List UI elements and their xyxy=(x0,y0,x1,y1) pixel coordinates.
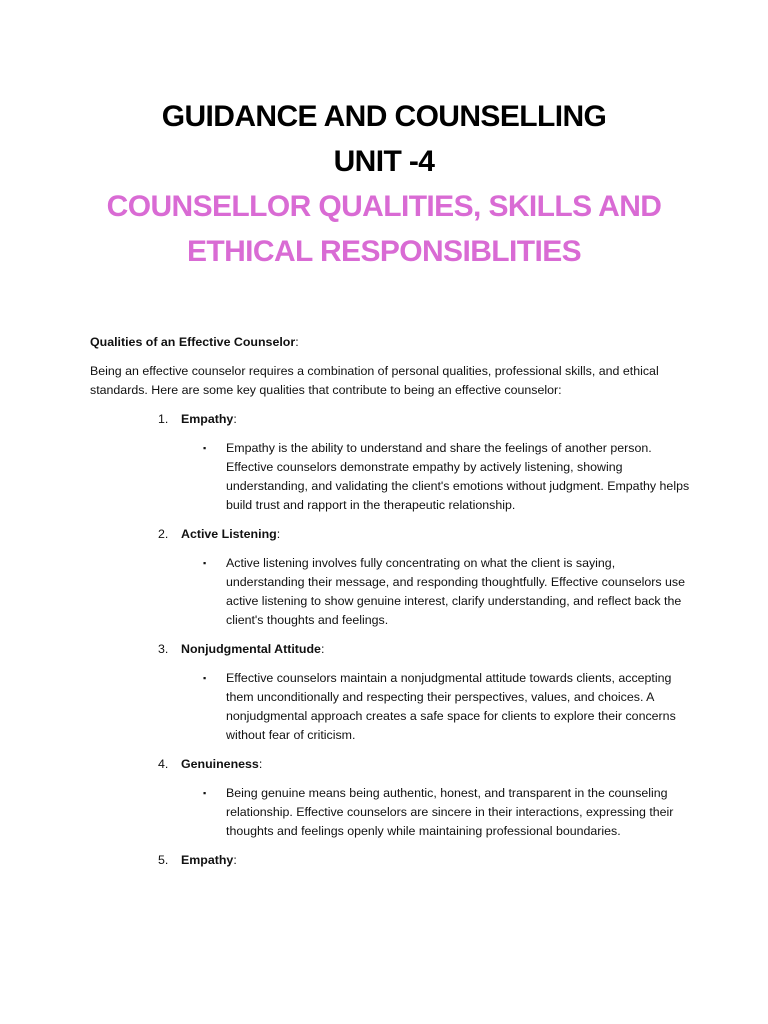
quality-description-text: Active listening involves fully concentrating on what the client is saying, understanding their message, and responding thoughtfully. Effective counselors use active listening to show genuine interest, clarify understanding, and reflect back the client's thoughts and feelings. xyxy=(226,556,685,627)
title-block xyxy=(0,94,768,274)
quality-suffix: : xyxy=(233,412,237,426)
quality-number: 5. xyxy=(158,853,169,867)
quality-name: Genuineness xyxy=(181,757,259,771)
quality-bullets xyxy=(90,554,690,630)
intro-paragraph: Being an effective counselor requires a combination of personal qualities, professional skills, and ethical standards. Here are some key qualities that contribute to being an effective counselor: xyxy=(90,364,659,397)
quality-name: Empathy xyxy=(181,412,234,426)
quality-number: 4. xyxy=(158,757,169,771)
quality-description xyxy=(90,669,690,745)
quality-item xyxy=(90,525,690,630)
section-heading-text: Qualities of an Effective Counselor xyxy=(90,335,296,349)
quality-number: 2. xyxy=(158,527,169,541)
quality-title xyxy=(90,851,690,870)
quality-title xyxy=(90,410,690,429)
square-bullet-icon: ▪ xyxy=(203,673,207,683)
quality-bullets xyxy=(90,784,690,841)
quality-suffix: : xyxy=(276,527,281,541)
square-bullet-icon: ▪ xyxy=(203,558,207,568)
quality-title xyxy=(90,755,690,774)
square-bullet-icon: ▪ xyxy=(203,788,207,798)
quality-description xyxy=(90,554,690,630)
quality-description-text: Empathy is the ability to understand and share the feelings of another person. Effective counselors demonstrate empathy by actively listening, showing understanding, and validating the client's emotions without judgment. Empathy helps build trust and rapport in the therapeutic relationship. xyxy=(226,441,690,512)
section-heading-suffix: : xyxy=(295,335,299,349)
quality-name: Nonjudgmental Attitude xyxy=(181,642,321,656)
quality-suffix: : xyxy=(258,757,263,771)
document-title: GUIDANCE AND COUNSELLING xyxy=(161,100,607,133)
quality-item xyxy=(90,640,690,745)
quality-number: 1. xyxy=(158,412,169,426)
quality-description xyxy=(90,439,690,515)
quality-item xyxy=(90,410,690,515)
quality-description xyxy=(90,784,690,841)
square-bullet-icon: ▪ xyxy=(203,443,207,453)
quality-description-text: Being genuine means being authentic, honest, and transparent in the counseling relationship. Effective counselors are sincere in their interactions, expressing their thoughts and feelings openly while maintaining professional boundaries. xyxy=(226,786,674,838)
unit-subtitle-line-2: ETHICAL RESPONSIBLITIES xyxy=(186,235,582,268)
quality-name: Active Listening xyxy=(181,527,277,541)
quality-suffix: : xyxy=(233,853,237,867)
quality-suffix: : xyxy=(320,642,325,656)
quality-number: 3. xyxy=(158,642,169,656)
quality-bullets xyxy=(90,669,690,745)
document-content xyxy=(90,333,690,880)
unit-title: UNIT -4 xyxy=(333,145,435,178)
qualities-list xyxy=(90,410,690,870)
quality-description-text: Effective counselors maintain a nonjudgmental attitude towards clients, accepting them unconditionally and respecting their perspectives, values, and choices. A nonjudgmental approach creates a safe space for clients to explore their concerns without fear of criticism. xyxy=(226,671,676,742)
quality-title xyxy=(90,525,690,544)
section-heading xyxy=(90,333,690,352)
quality-bullets xyxy=(90,439,690,515)
quality-title xyxy=(90,640,690,659)
quality-item xyxy=(90,851,690,870)
unit-subtitle-line-1: COUNSELLOR QUALITIES, SKILLS AND xyxy=(106,190,662,223)
quality-item xyxy=(90,755,690,841)
quality-name: Empathy xyxy=(181,853,234,867)
